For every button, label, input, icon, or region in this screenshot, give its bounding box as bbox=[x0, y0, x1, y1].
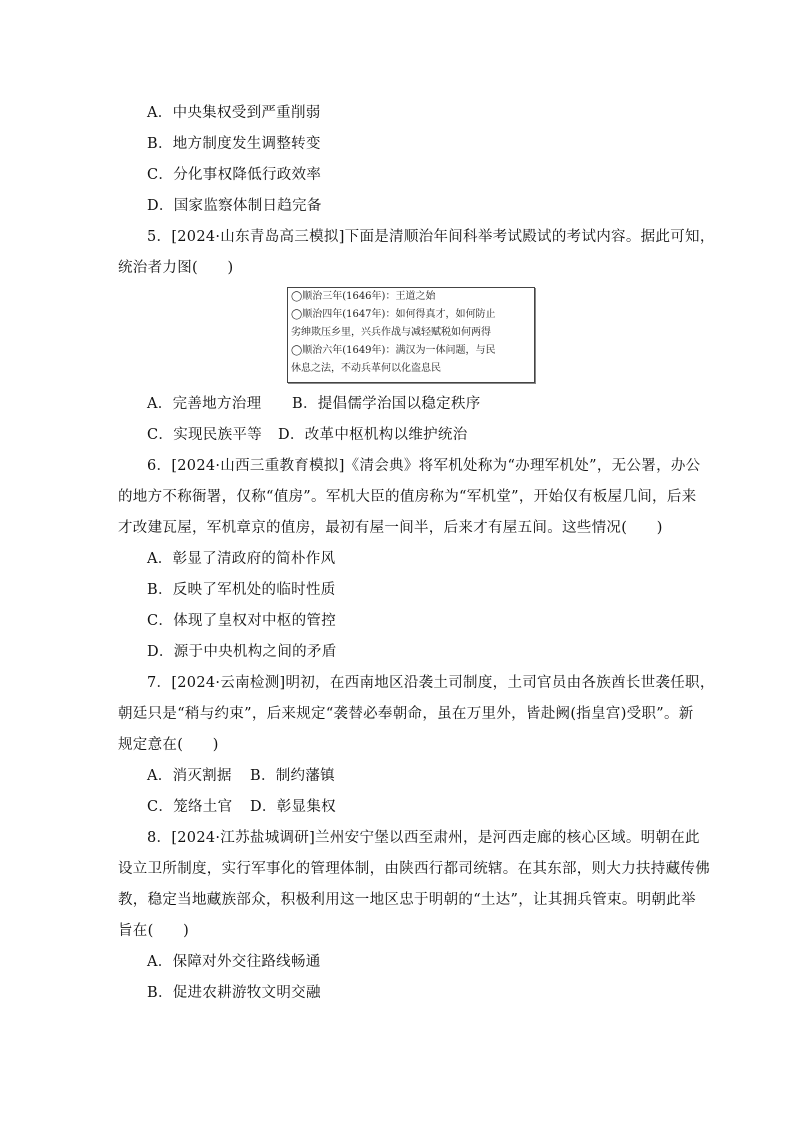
q8-stem-line4: 旨在( ) bbox=[118, 923, 190, 939]
q5-table-row-5: 休息之法，不动兵革何以化盗息民 bbox=[291, 363, 441, 374]
q4-option-b: B．地方制度发生调整转变 bbox=[147, 136, 321, 152]
q4-option-c: C．分化事权降低行政效率 bbox=[147, 167, 322, 183]
q8-stem-line3: 教，稳定当地藏族部众，积极利用这一地区忠于明朝的“土达”，让其拥兵管束。明朝此举 bbox=[118, 892, 696, 908]
q5-table-row-3: 劣绅欺压乡里，兴兵作战与减轻赋税如何两得 bbox=[291, 327, 491, 338]
q5-option-a: A．完善地方治理 bbox=[147, 396, 262, 412]
q5-stem-line1: 5．[2024·山东青岛高三模拟]下面是清顺治年间科举考试殿试的考试内容。据此可知， bbox=[147, 229, 715, 245]
q7-stem-line2: 朝廷只是“稍与约束”，后来规定“袭替必奉朝命，虽在万里外，皆赴阙(指皇宫)受职”。新 bbox=[118, 706, 694, 722]
q6-option-c: C．体现了皇权对中枢的管控 bbox=[147, 613, 336, 629]
q5-stem-line2: 统治者力图( ) bbox=[118, 260, 234, 276]
q4-option-d: D．国家监察体制日趋完备 bbox=[147, 198, 322, 214]
q5-table-row-2: ◯顺治四年(1647年)：如何得真才，如何防止 bbox=[291, 309, 496, 320]
q6-option-d: D．源于中央机构之间的矛盾 bbox=[147, 644, 337, 660]
q8-stem-line1: 8．[2024·江苏盐城调研]兰州安宁堡以西至肃州，是河西走廊的核心区域。明朝在此 bbox=[147, 830, 700, 846]
q5-table-row-4: ◯顺治六年(1649年)：满汉为一体问题，与民 bbox=[291, 345, 496, 356]
q7-option-a: A．消灭割据 bbox=[147, 768, 232, 784]
q7-stem-line1: 7．[2024·云南检测]明初，在西南地区沿袭土司制度，土司官员由各族酋长世袭任职， bbox=[147, 675, 715, 691]
q8-stem-line2: 设立卫所制度，实行军事化的管理体制，由陕西行都司统辖。在其东部，则大力扶持藏传佛 bbox=[118, 861, 710, 877]
q7-option-b: B．制约藩镇 bbox=[250, 768, 335, 784]
q8-option-a: A．保障对外交往路线畅通 bbox=[147, 954, 321, 970]
q5-exam-content-table bbox=[287, 287, 535, 383]
q5-option-c: C．实现民族平等 bbox=[147, 427, 262, 443]
q4-option-a: A．中央集权受到严重削弱 bbox=[147, 105, 321, 121]
q5-table-row-1: ◯顺治三年(1646年)：王道之始 bbox=[291, 291, 436, 302]
q6-option-b: B．反映了军机处的临时性质 bbox=[147, 582, 336, 598]
q5-option-b: B．提倡儒学治国以稳定秩序 bbox=[292, 396, 481, 412]
q6-stem-line1: 6．[2024·山西三重教育模拟]《清会典》将军机处称为“办理军机处”，无公署，办公 bbox=[147, 458, 701, 474]
q6-option-a: A．彰显了清政府的简朴作风 bbox=[147, 551, 336, 567]
q6-stem-line2: 的地方不称衙署，仅称“值房”。军机大臣的值房称为“军机堂”，开始仅有板屋几间，后来 bbox=[118, 489, 697, 505]
q7-option-c: C．笼络土官 bbox=[147, 799, 233, 815]
q8-option-b: B．促进农耕游牧文明交融 bbox=[147, 985, 321, 1001]
q6-stem-line3: 才改建瓦屋，军机章京的值房，最初有屋一间半，后来才有屋五间。这些情况( ) bbox=[118, 520, 663, 536]
q5-option-d: D．改革中枢机构以维护统治 bbox=[278, 427, 468, 443]
q7-option-d: D．彰显集权 bbox=[250, 799, 336, 815]
q7-stem-line3: 规定意在( ) bbox=[118, 737, 219, 753]
